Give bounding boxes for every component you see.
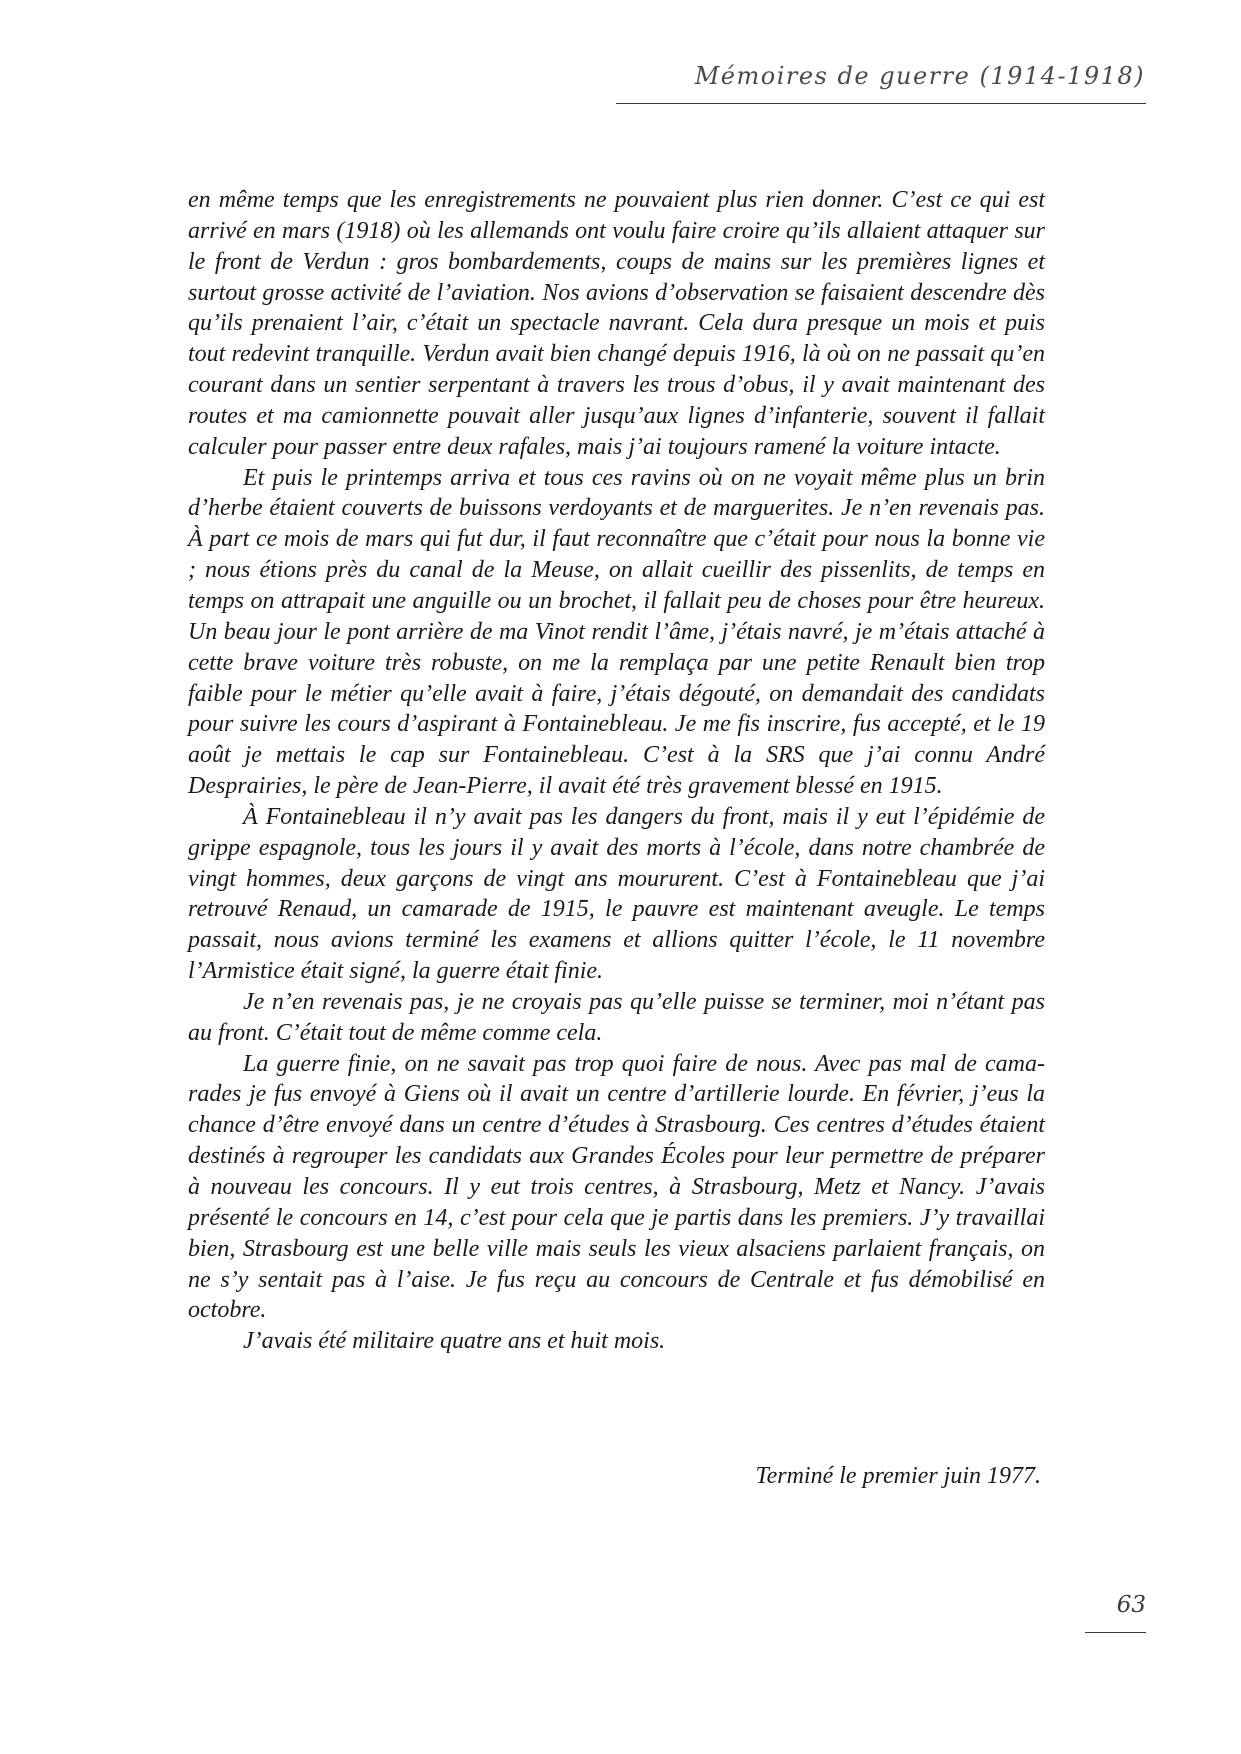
main-text <box>188 185 1045 1357</box>
paragraph: Je n’en revenais pas, je ne croyais pas qu’elle puisse se terminer, moi n’étant pas au front. C’était tout de même comme cela. <box>188 988 1045 1046</box>
closing-date-signature: Terminé le premier juin 1977. <box>755 1463 1041 1489</box>
paragraph: Et puis le printemps arriva et tous ces ravins où on ne voyait même plus un brin d’herbe étaient couverts de buissons verdoyants et de marguerites. Je n’en revenais pas. À part ce mois de mars qui fut dur, il faut reconnaître que c’était pour nous la bonne vie ; nous étions près du canal de la Meuse, on allait cueillir des pissenlits, de temps en temps on attrapait une anguille ou un brochet, il fallait peu de choses pour être heureux. Un beau jour le pont arrière de ma Vinot rendit l’âme, j’étais navré, je m’étais attaché à cette brave voiture très robuste, on me la remplaça par une petite Renault bien trop faible pour le métier qu’elle avait à faire, j’étais dégouté, on demandait des candidats pour suivre les cours d’aspirant à Fontainebleau. Je me fis inscrire, fus accepté, et le 19 août je mettais le cap sur Fontainebleau. C’est à la SRS que j’ai connu André Desprairies, le père de Jean-Pierre, il avait été très gravement blessé en 1915. <box>188 464 1045 800</box>
running-title: Mémoires de guerre (1914-1918) <box>694 62 1145 90</box>
paragraph: La guerre finie, on ne savait pas trop quoi faire de nous. Avec pas mal de camarades je fus envoyé à Giens où il avait un centre d’artillerie lourde. En février, j’eus la chance d’être envoyé dans un centre d’études à Strasbourg. Ces centres d’études étaient destinés à regrouper les candidats aux Grandes Écoles pour leur permettre de préparer à nouveau les concours. Il y eut trois centres, à Strasbourg, Metz et Nancy. J’avais présenté le concours en 14, c’est pour cela que je partis dans les premiers. J’y travaillai bien, Strasbourg est une belle ville mais seuls les vieux alsaciens parlaient français, on ne s’y sentait pas à l’aise. Je fus reçu au concours de Centrale et fus démobilisé en octobre. <box>188 1050 1045 1324</box>
paragraph: J’avais été militaire quatre ans et huit mois. <box>243 1328 666 1355</box>
paragraph: À Fontainebleau il n’y avait pas les dangers du front, mais il y eut l’épidémie de grippe espagnole, tous les jours il y avait des morts à l’école, dans notre chambrée de vingt hommes, deux garçons de vingt ans moururent. C’est à Fontainebleau que j’ai retrouvé Renaud, un camarade de 1915, le pauvre est maintenant aveugle. Le temps passait, nous avions terminé les examens et allions quitter l’école, le 11 novembre l’Armistice était signé, la guerre était finie. <box>188 803 1045 985</box>
footer-rule <box>1085 1632 1146 1633</box>
header-rule <box>616 103 1146 104</box>
paragraph: en même temps que les enregistrements ne pouvaient plus rien donner. C’est ce qui est arrivé en mars (1918) où les allemands ont voulu faire croire qu’ils allaient attaquer sur le front de Verdun : gros bombardements, coups de mains sur les premières lignes et surtout grosse activité de l’aviation. Nos avions d’observation se faisaient descendre dès qu’ils prenaient l’air, c’était un spectacle navrant. Cela dura presque un mois et puis tout redevint tranquille. Verdun avait bien changé depuis 1916, là où on ne passait qu’en courant dans un sentier serpentant à travers les trous d’obus, il y avait maintenant des routes et ma camionnette pouvait aller jusqu’aux lignes d’infanterie, souvent il fallait calculer pour passer entre deux rafales, mais j’ai toujours ramené la voiture intacte. <box>188 187 1045 460</box>
page-number: 63 <box>1116 1592 1146 1618</box>
